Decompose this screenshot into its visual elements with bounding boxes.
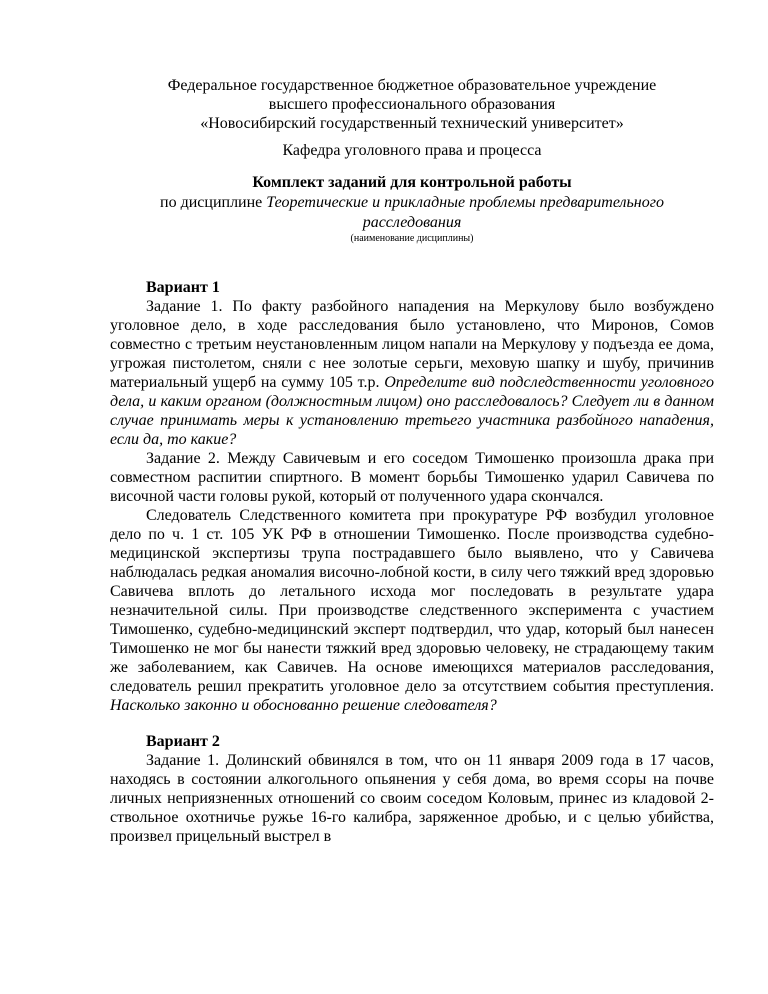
variant-1-task-2: Задание 2. Между Савичевым и его соседом Тимошенко произошла драка при совместном распитии спиртного. В момент борьбы Тимошенко ударил Савичева по височной части головы рукой, который от полученного удара скончался. bbox=[110, 450, 714, 505]
header-line-3: «Новосибирский государственный технический университет» bbox=[200, 115, 624, 132]
document-page bbox=[110, 76, 714, 846]
discipline-name-2: расследования bbox=[362, 214, 462, 231]
variant-2-heading: Вариант 2 bbox=[146, 733, 220, 750]
variant-1-task-1 bbox=[110, 297, 714, 449]
discipline-name-1: Теоретические и прикладные проблемы предварительного bbox=[266, 194, 664, 211]
discipline-prefix: по дисциплине bbox=[160, 194, 263, 211]
institution-header bbox=[110, 76, 714, 133]
document-title: Комплект заданий для контрольной работы bbox=[252, 174, 572, 191]
discipline-caption: (наименование дисциплины) bbox=[350, 233, 474, 244]
task-1-text: Задание 1. По факту разбойного нападения на Меркулову было возбуждено уголовное дело, в ходе расследования было установлено, что Миронов, Сомов совместно с третьим неустановленным лицом напали на Меркулову у подъезда ее дома, угрожая пистолетом, сняли с нее золотые серьги, меховую шапку и шубу, причинив материальный ущерб на сумму 105 т.р. bbox=[110, 298, 714, 391]
department-name: Кафедра уголовного права и процесса bbox=[282, 142, 542, 159]
task-2-text: Следователь Следственного комитета при прокуратуре РФ возбудил уголовное дело по ч. 1 ст. 105 УК РФ в отношении Тимошенко. После производства судебно-медицинской экспертизы трупа пострадавшего было выявлено, что у Савичева наблюдалась редкая аномалия височно-лобной кости, в силу чего тяжкий вред здоровью Савичева вплоть до летального исхода мог последовать в результате удара незначительной силы. При производстве следственного эксперимента с участием Тимошенко, судебно-медицинский эксперт подтвердил, что удар, который был нанесен Тимошенко не мог бы нанести тяжкий вред здоровью человеку, не страдающему таким же заболеванием, как Савичев. На основе имеющихся материалов расследования, следователь решил прекратить уголовное дело за отсутствием события преступления. bbox=[110, 507, 714, 695]
header-line-1: Федеральное государственное бюджетное образовательное учреждение bbox=[167, 77, 657, 94]
task-1-question: Определите вид подследственности уголовного дела, и каким органом (должностным лицом) оно расследовалось? Следует ли в данном случае принимать меры к установлению третьего участника разбойного нападения, если да, то какие? bbox=[110, 374, 715, 448]
discipline-line bbox=[110, 193, 714, 213]
variant-2-task-1: Задание 1. Долинский обвинялся в том, что он 11 января 2009 года в 17 часов, находясь в состоянии алкогольного опьянения у себя дома, во время ссоры на почве личных неприязненных отношений со своим соседом Коловым, принес из кладовой 2-ствольное охотничье ружье 16-го калибра, заряженное дробью, и с целью убийства, произвел прицельный выстрел в bbox=[110, 752, 714, 845]
variant-1-task-2-continued bbox=[110, 506, 714, 715]
variant-1-heading: Вариант 1 bbox=[146, 279, 220, 296]
task-2-question: Насколько законно и обоснованно решение следователя? bbox=[110, 697, 497, 714]
header-line-2: высшего профессионального образования bbox=[268, 96, 556, 113]
